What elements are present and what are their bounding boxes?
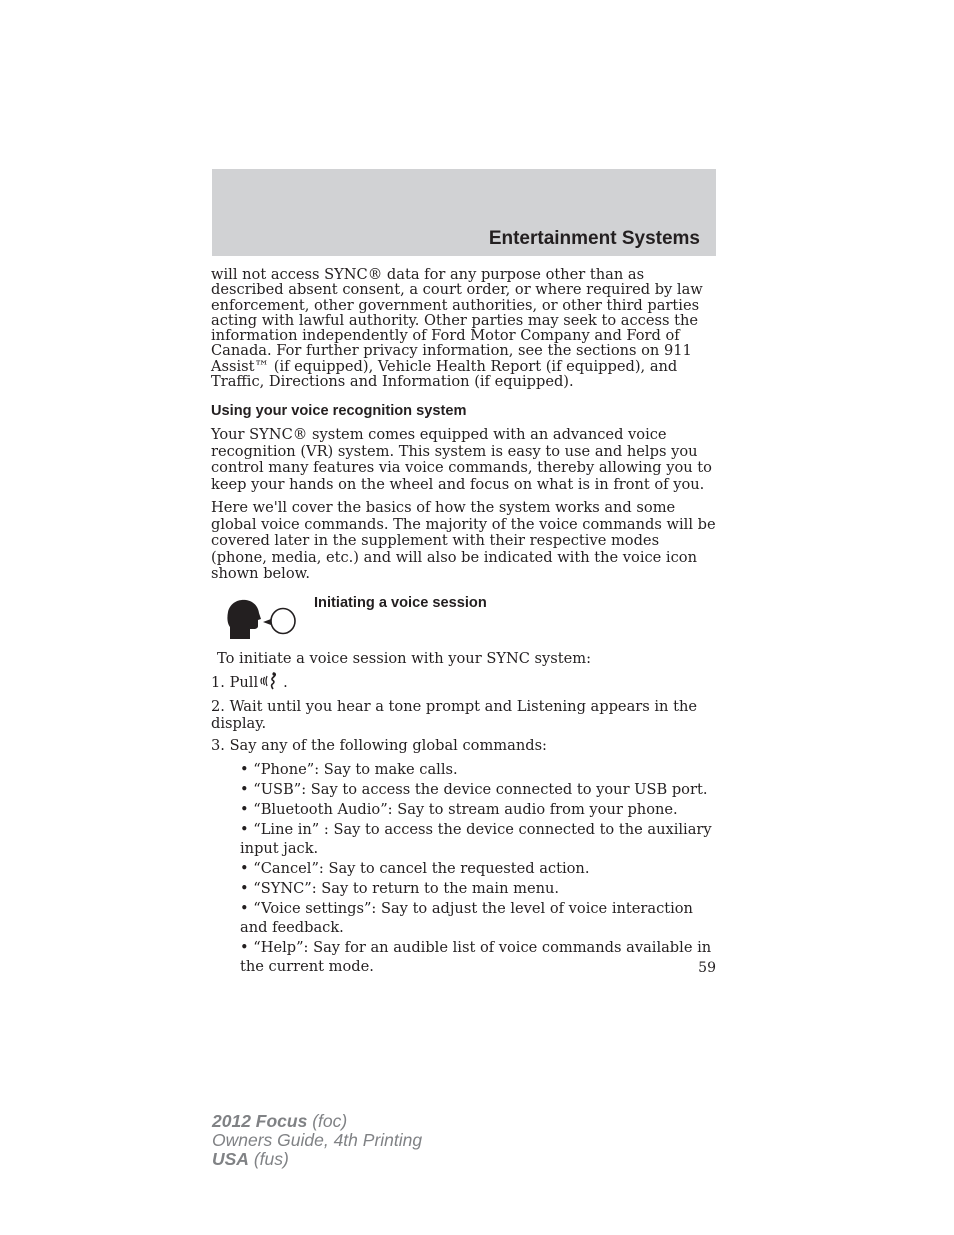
footer-market-code: (fus) (248, 1149, 289, 1169)
list-item: • “Voice settings”: Say to adjust the level of voice interaction and feedback. (240, 899, 716, 937)
voice-button-icon (260, 672, 280, 690)
list-item: • “Line in” : Say to access the device connected to the auxiliary input jack. (240, 820, 716, 858)
footer-market: USA (212, 1149, 249, 1169)
list-item: • “SYNC”: Say to return to the main menu. (240, 879, 716, 898)
step-1 (211, 672, 716, 690)
voice-session-heading-row (211, 595, 716, 643)
footer-line-1 (212, 1112, 422, 1131)
list-item: • “Cancel”: Say to cancel the requested action. (240, 859, 716, 878)
document-footer (212, 1112, 422, 1169)
voice-icon (227, 597, 297, 641)
list-item: • “Help”: Say for an audible list of voice commands available in the current mode. (240, 938, 716, 976)
list-item: • “Bluetooth Audio”: Say to stream audio from your phone. (240, 800, 716, 819)
step-1-text: 1. Pull (211, 674, 259, 692)
step-1-suffix: . (283, 674, 288, 692)
intro-paragraph: will not access SYNC® data for any purpose other than as described absent consent, a court order, or where required by law enforcement, other government authorities, or other third parties acting with lawful authority. Other parties may seek to access the information independently of Ford Motor Company and Ford of Canada. For further privacy information, see the sections on 911 Assist™ (if equipped), Vehicle Health Report (if equipped), and Traffic, Directions and Information (if equipped). (211, 266, 703, 391)
voice-session-heading: Initiating a voice session (314, 594, 487, 611)
voice-recognition-paragraph-1: Your SYNC® system comes equipped with an advanced voice recognition (VR) system. This system is easy to use and helps you control many features via voice commands, thereby allowing you to keep your hands on the wheel and focus on what is in front of you. (211, 426, 712, 493)
voice-recognition-heading: Using your voice recognition system (211, 403, 467, 420)
section-header-band (212, 169, 716, 256)
page-content (211, 267, 716, 977)
section-title: Entertainment Systems (488, 228, 700, 249)
footer-model: 2012 Focus (212, 1111, 308, 1131)
step-2: 2. Wait until you hear a tone prompt and Listening appears in the display. (211, 698, 697, 733)
footer-line-3 (212, 1150, 422, 1169)
global-commands-list (211, 760, 716, 976)
list-item: • “Phone”: Say to make calls. (240, 760, 716, 779)
voice-session-instruction: To initiate a voice session with your SYNC system: (217, 649, 592, 667)
voice-recognition-paragraph-2: Here we'll cover the basics of how the system works and some global voice commands. The majority of the voice commands will be covered later in the supplement with their respective modes (phone, media, etc.) and will also be indicated with the voice icon shown below. (211, 499, 716, 583)
footer-line-2: Owners Guide, 4th Printing (212, 1130, 423, 1150)
footer-model-code: (foc) (307, 1111, 348, 1131)
step-3: 3. Say any of the following global commands: (211, 737, 547, 755)
page-number: 59 (698, 960, 716, 976)
list-item: • “USB”: Say to access the device connected to your USB port. (240, 780, 716, 799)
